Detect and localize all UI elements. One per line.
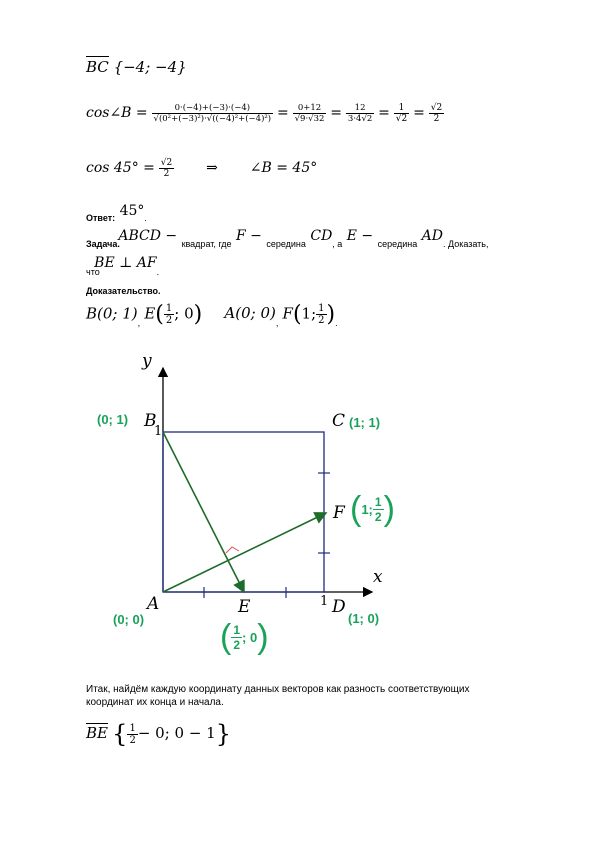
- point-f-name: F: [282, 304, 293, 323]
- proof-label: Доказательство.: [86, 286, 161, 296]
- coord-f: (1; $\frac{1}{2}$ ): [350, 490, 395, 528]
- vector-bc-coords: {−4; −4}: [113, 58, 187, 76]
- vector-be-name: BE: [86, 723, 108, 742]
- label-a: A: [147, 594, 160, 614]
- task-text-2: середина: [266, 239, 306, 249]
- label-f: F: [333, 503, 345, 523]
- task-text-3: , а: [332, 239, 343, 249]
- equals-sign: =: [277, 105, 289, 122]
- label-c: C: [332, 411, 346, 431]
- points-dot: .: [335, 318, 338, 329]
- label-b: B: [144, 411, 157, 431]
- coord-f-x: 1;: [361, 502, 373, 517]
- paragraph-line-1: Итак, найдём каждую координату данных векторов как разность соответствующих: [86, 684, 470, 695]
- square-abcd: [163, 432, 324, 592]
- task-dot: .: [156, 267, 160, 277]
- answer-dot: .: [144, 213, 147, 223]
- task-text-4: середина: [377, 239, 418, 249]
- task-ad: AD: [421, 228, 443, 244]
- point-e-name: E: [144, 304, 156, 323]
- answer-label: Ответ:: [86, 213, 116, 223]
- coord-b: (0; 1): [97, 412, 129, 427]
- task-f: F −: [235, 228, 262, 244]
- fraction-2-denominator: √9·√32: [294, 114, 325, 124]
- right-angle-mark: [226, 547, 239, 553]
- vector-be: [163, 432, 244, 592]
- sep-1: ,: [137, 318, 141, 329]
- vector-bc: BC: [86, 58, 109, 76]
- task-text-1: квадрат, где: [181, 239, 232, 249]
- fraction-5-denominator: 2: [433, 114, 440, 124]
- task-label: Задача.: [86, 239, 120, 249]
- cos-b-lhs: cos∠B =: [86, 105, 148, 122]
- coord-e-y: ; 0: [242, 630, 258, 645]
- vector-be-num: 1: [129, 722, 136, 734]
- fraction-4-denominator: √2: [395, 114, 408, 124]
- vector-be-den: 2: [129, 734, 136, 746]
- vector-af: [163, 513, 326, 592]
- coord-e-num: 1: [233, 623, 241, 637]
- task-abcd: ABCD −: [118, 228, 178, 244]
- y-axis-label: y: [142, 351, 152, 371]
- task-relation: BE ⊥ AF: [94, 255, 157, 271]
- answer-value: 45°: [119, 203, 145, 219]
- label-one-y: 1: [154, 424, 163, 439]
- fraction-3-numerator: 12: [346, 103, 374, 114]
- equals-sign: =: [413, 105, 425, 122]
- equals-sign: =: [378, 105, 390, 122]
- label-one-x: 1: [320, 594, 329, 609]
- cos-45-denominator: 2: [163, 169, 170, 179]
- task-text-5: . Доказать,: [443, 239, 489, 249]
- task-cd: CD: [310, 228, 333, 244]
- x-axis-label: x: [373, 567, 383, 587]
- coord-f-num: 1: [374, 495, 382, 509]
- paragraph-line-2: координат их конца и начала.: [86, 697, 224, 708]
- fraction-1-numerator: 0·(−4)+(−3)·(−4): [152, 103, 274, 114]
- point-a: A(0; 0): [224, 304, 276, 323]
- label-d: D: [332, 597, 346, 617]
- task-text-6: что: [86, 267, 100, 277]
- point-f-x: 1;: [301, 304, 317, 323]
- label-e: E: [238, 597, 251, 617]
- coord-d: (1; 0): [348, 611, 380, 626]
- fraction-2-numerator: 0+12: [293, 103, 327, 114]
- point-b: B(0; 1): [86, 304, 138, 323]
- angle-b-result: ∠B = 45°: [249, 160, 318, 177]
- cos-45-numerator: √2: [160, 158, 173, 168]
- cos-45-lhs: cos 45° =: [86, 160, 155, 177]
- explanation-paragraph: [86, 683, 546, 709]
- point-e-num: 1: [165, 303, 173, 314]
- fraction-4-numerator: 1: [394, 103, 409, 114]
- coord-e-den: 2: [233, 638, 241, 652]
- implies-arrow: ⇒: [206, 160, 218, 177]
- point-e-rest: ; 0: [174, 304, 194, 323]
- coord-a: (0; 0): [113, 612, 145, 627]
- sep-2: ,: [275, 318, 279, 329]
- equals-sign: =: [330, 105, 343, 122]
- coord-c: (1; 1): [349, 415, 381, 430]
- point-e-den: 2: [165, 315, 173, 326]
- task-e: E −: [346, 228, 374, 244]
- point-f-num: 1: [318, 303, 325, 314]
- point-f-den: 2: [318, 315, 325, 326]
- fraction-5-numerator: √2: [430, 103, 443, 113]
- vector-be-line: BE { $\frac{1}{2}$ − 0; 0 − 1}: [86, 720, 231, 748]
- vector-be-rest: − 0; 0 − 1: [137, 723, 216, 742]
- coord-e: ( $\frac{1}{2}$ ; 0): [220, 618, 269, 656]
- coord-f-den: 2: [374, 510, 382, 524]
- fraction-3-denominator: 3·4√2: [347, 114, 373, 124]
- points-line: B(0; $1)_,$ E( $\frac{1}{2}$ ; 0) A(0; $0)_,$ F(1; $\frac{1}{2}$ )$_.$: [86, 302, 338, 329]
- fraction-1-denominator: √(0²+(−3)²)·√((−4)²+(−4)²): [153, 114, 272, 124]
